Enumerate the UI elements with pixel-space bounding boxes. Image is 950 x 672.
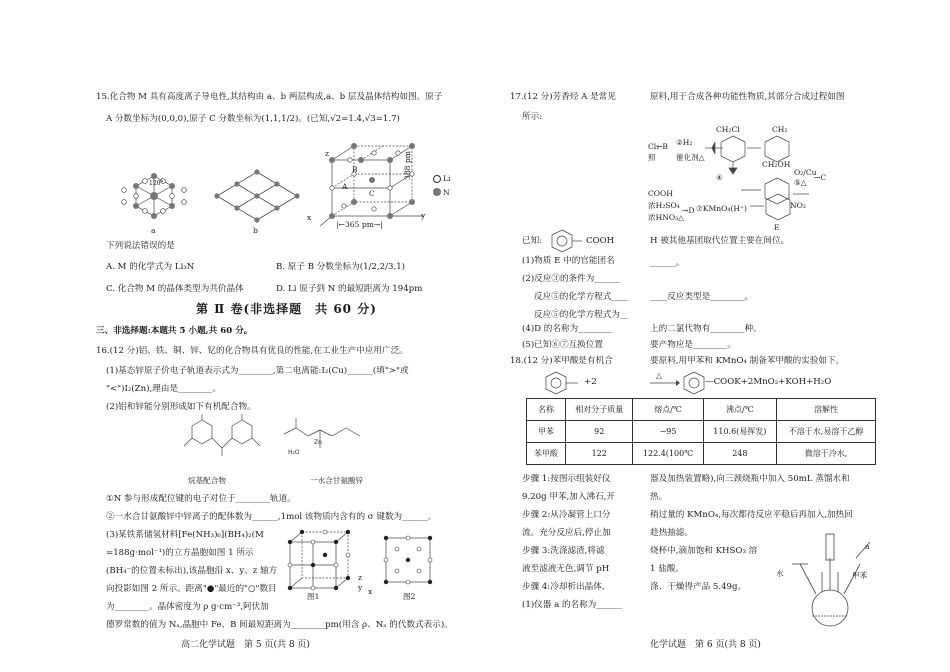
scheme-kmno4: ⑦KMnO₄(H⁺) (696, 204, 747, 213)
scheme-h2so4: 浓H₂SO₄ (648, 201, 680, 210)
q15-option-c: C. 化合物 M 的晶体类型为共价晶体 (106, 284, 244, 294)
table-header: 相对分子质量 (566, 399, 633, 421)
svg-text:Zn: Zn (314, 439, 322, 446)
axis-z-label: z (325, 149, 330, 158)
apparatus-label-toluene: 甲苯 (852, 571, 868, 580)
table-header: 沸点/℃ (703, 399, 777, 421)
property-table (526, 398, 876, 465)
apparatus-label-water: 水 (776, 569, 784, 578)
n-legend-icon (433, 188, 441, 196)
scheme-no2: NO₂ (790, 201, 806, 210)
q17-q4-tail: 上的二氯代物有________种。 (650, 324, 762, 334)
known-benzene (548, 228, 584, 254)
benzoate-structure (680, 370, 708, 396)
q18-step1-tail: 器及加热装置略),向三颈烧瓶中加入 50mL 蒸馏水和 (650, 474, 850, 484)
q18-step3c: 液至滤液无色,调节 pH (522, 564, 610, 574)
table-cell: 微溶于冷水, (777, 443, 876, 465)
right-page (500, 0, 880, 672)
dim-365: |←365 pm→| (336, 220, 383, 229)
angle-label: 120° (149, 180, 164, 187)
q17-q1-tail: ______。 (650, 258, 685, 268)
q15-option-b: B. 原子 B 分数坐标为(1/2,2/3,1) (276, 262, 406, 272)
scheme-to-c: →C (814, 173, 827, 182)
scheme-step5: ⑤△ (794, 178, 807, 187)
q16-line4: (2)铝和锌能分别形成如下有机配合物。 (106, 402, 256, 412)
fig2-projection (382, 534, 438, 590)
left-footer: 高二化学试题 第 5 页(共 8 页) (181, 640, 310, 650)
layer-b-figure (212, 168, 302, 228)
dim-388: 388 pm (403, 151, 412, 180)
scheme-ch2oh: CH₂OH (762, 160, 791, 169)
scheme-cooh: COOH (648, 189, 673, 198)
scheme-ch2: CH₂ (772, 125, 788, 134)
table-cell: −95 (633, 421, 703, 443)
svg-text:H₂O: H₂O (288, 449, 300, 456)
scheme-catalyst: 催化剂△ (676, 153, 705, 162)
table-header: 名称 (527, 399, 566, 421)
q15-line1: 15.化合物 M 具有高度离子导电性,其结构由 a、b 两层构成,a、b 层及晶体结构如图。原子 (96, 92, 443, 102)
axis-x-label: x (307, 213, 312, 222)
q15-line2: A 分数坐标为(0,0,0),原子 C 分数坐标为(1,1,1/2)。(已知,√2=1.4,√3=1.7) (106, 114, 400, 124)
equation-condition: △ (656, 371, 662, 380)
scheme-ch2cl: CH₂Cl (716, 125, 740, 134)
q17-q3: 反应⑤的化学方程式为__ (534, 310, 629, 320)
left-page (96, 0, 496, 672)
label-atom-C: C (369, 189, 375, 198)
table-cell: 122 (566, 443, 633, 465)
table-cell: 不溶于水,易溶于乙醇 (777, 421, 876, 443)
q18-step1: 步骤 1:按图示组装好仪 (522, 474, 611, 484)
q15-option-a: A. M 的化学式为 Li₃N (106, 262, 195, 272)
toluene-structure (542, 370, 582, 396)
q18-step3-tail: 烧杯中,滴加饱和 KHSO₃ 溶 (650, 546, 758, 556)
q16-caption-glycine: 一水合甘氨酸锌 (310, 476, 364, 485)
label-atom-A: A (342, 182, 348, 191)
equation-arrow (650, 380, 680, 386)
scheme-cl2: Cl₂ (648, 142, 660, 151)
table-cell: 248 (703, 443, 777, 465)
li-legend-icon (433, 175, 441, 183)
q18-step2d: 趁热抽滤。 (650, 528, 693, 538)
q16-line9: (BH₄⁻的位置未标出),该晶胞沿 x、y、z 轴方 (106, 566, 278, 576)
table-row (527, 421, 876, 443)
q16-line8: =188g·mol⁻¹)的立方晶胞如图 1 所示 (106, 548, 254, 558)
equation-right: —COOK+2MnO₂+KOH+H₂O (705, 377, 832, 387)
q18-step4: 步骤 4:冷却析出晶体, (522, 582, 605, 592)
apparatus-label-a: a (865, 542, 870, 551)
q16-caption-alkyl: 烷基配合物 (188, 476, 226, 485)
fig1-cubic-cell (282, 528, 362, 598)
table-cell: 110.6(易挥发) (703, 421, 777, 443)
q16-line1: 16.(12 分)铝、铁、铜、锌、钇的化合物具有优良的性能,在工业生产中应用广泛。 (96, 346, 408, 356)
q15-option-d: D. Li 原子到 N 的最短距离为 194pm (276, 284, 423, 294)
glycine-zinc-figure (276, 414, 376, 460)
table-cell: 92 (566, 421, 633, 443)
q16-line6: ②一水合甘氨酸锌中锌离子的配体数为______,1mol 该物质内含有的 σ 键数为______。 (106, 512, 437, 522)
q18-step3d: 1 盐酸。 (650, 564, 684, 574)
q16-line10: 向投影如图 2 所示。距离"●"最近的"○"数目 (106, 584, 277, 594)
q16-line11: 为________。晶体密度为 ρ g·cm⁻³,阿伏加 (106, 602, 269, 612)
alkyl-complex-figure (178, 414, 268, 460)
fig-axis-y: y (358, 583, 363, 592)
q16-line5: ①N 参与形成配位键的电子对位于________轨道。 (106, 494, 296, 504)
table-cell: 苯甲酸 (527, 443, 566, 465)
q18-step4-tail: 涤、干燥得产品 5.49g。 (650, 582, 747, 592)
section-note: 三、非选择题:本题共 5 小题,共 60 分。 (96, 326, 253, 336)
table-cell: 甲苯 (527, 421, 566, 443)
q17-q2b: 反应⑤的化学方程式____ (534, 292, 629, 302)
q18-step1d: 热。 (650, 492, 668, 502)
legend-li: Li (443, 174, 451, 183)
q17-q2: (2)反应③的条件为______ (522, 274, 621, 284)
q18-step2: 步骤 2:从冷凝管上口分 (522, 510, 611, 520)
q18-step2c: 流。充分反应后,停止加 (522, 528, 611, 538)
q18-line1: 18.(12 分)苯甲酸是有机合 (510, 356, 613, 366)
q18-step2-tail: 稍过量的 KMnO₄,每次都待反应平稳后再加入,加热回 (650, 510, 853, 520)
scheme-light: 照 (648, 153, 656, 162)
legend-n: N (443, 188, 450, 197)
q18-step3: 步骤 3:洗涤滤渣,将滤 (522, 546, 605, 556)
q15-question: 下列说法错误的是 (106, 241, 175, 251)
q16-line12: 德罗常数的值为 Nₐ,晶胞中 Fe、B 间最短距离为________pm(用含 ρ、Nₐ 的代数式表示)。 (106, 620, 453, 630)
scheme-to-b: →B (656, 142, 668, 151)
q16-line3: "<")I₂(Zn),理由是________。 (106, 384, 221, 394)
fig2-label: 图2 (403, 592, 416, 601)
q17-q2c: ____反应类型是________。 (650, 292, 754, 302)
q17-line1: 17.(12 分)芳香烃 A 是常见 (510, 92, 616, 102)
q17-q1: (1)物质 E 中的官能团名 (522, 256, 615, 266)
q17-known: 已知: (522, 236, 543, 246)
q17-known-tail: H 被其他基团取代位置主要在间位。 (650, 236, 790, 246)
q17-line1-tail: 原料,用于合成各种功能性物质,其部分合成过程如图 (650, 92, 845, 102)
table-cell: 122.4(100℃ (633, 443, 703, 465)
fig-axis-x: x (368, 587, 373, 596)
scheme-h2: ②H₂ (676, 138, 693, 147)
q17-known-cooh: COOH (586, 236, 615, 246)
q17-q4: (4)D 的名称为________ (522, 324, 613, 334)
scheme-step4: ④ (716, 173, 723, 182)
q18-step1c: 9.20g 甲苯,加入沸石,开 (522, 492, 615, 502)
axis-y-label: y (421, 211, 426, 220)
q17-q5: (5)已知⑥⑦互换位置 (522, 340, 603, 350)
scheme-to-d: →D (682, 206, 695, 215)
fig1-label: 图1 (307, 592, 320, 601)
right-footer: 化学试题 第 6 页(共 8 页) (650, 640, 761, 650)
table-header-row (527, 399, 876, 421)
label-b: b (253, 226, 258, 235)
section-title: 第 Ⅱ 卷(非选择题 共 60 分) (196, 302, 377, 316)
table-header: 溶解性 (777, 399, 876, 421)
table-header: 熔点/℃ (633, 399, 703, 421)
scheme-o2cu: O₂/Cu (794, 168, 817, 177)
q17-line2: 所示: (522, 112, 543, 122)
label-a: a (151, 226, 156, 235)
label-atom-B: B (352, 165, 358, 174)
table-row (527, 443, 876, 465)
q16-line2: (1)基态锌原子价电子轨道表示式为________,第二电离能:I₂(Cu)______(填">"或 (106, 366, 409, 376)
q18-line1-tail: 要原料,用甲苯和 KMnO₄ 制备苯甲酸的实验如下。 (650, 356, 845, 366)
q16-line7: (3)某铁系储氢材料[Fe(NH₃)₆](BH₄)₂(M (106, 530, 264, 540)
q18-q1: (1)仪器 a 的名称为______ (522, 600, 623, 610)
fig-axis-z: z (358, 573, 363, 582)
equation-left: +2 (584, 377, 597, 387)
q17-q5-tail: 要产物应是________。 (650, 340, 736, 350)
scheme-e: E (774, 223, 780, 232)
scheme-hno3: 浓HNO₃△ (648, 213, 684, 222)
